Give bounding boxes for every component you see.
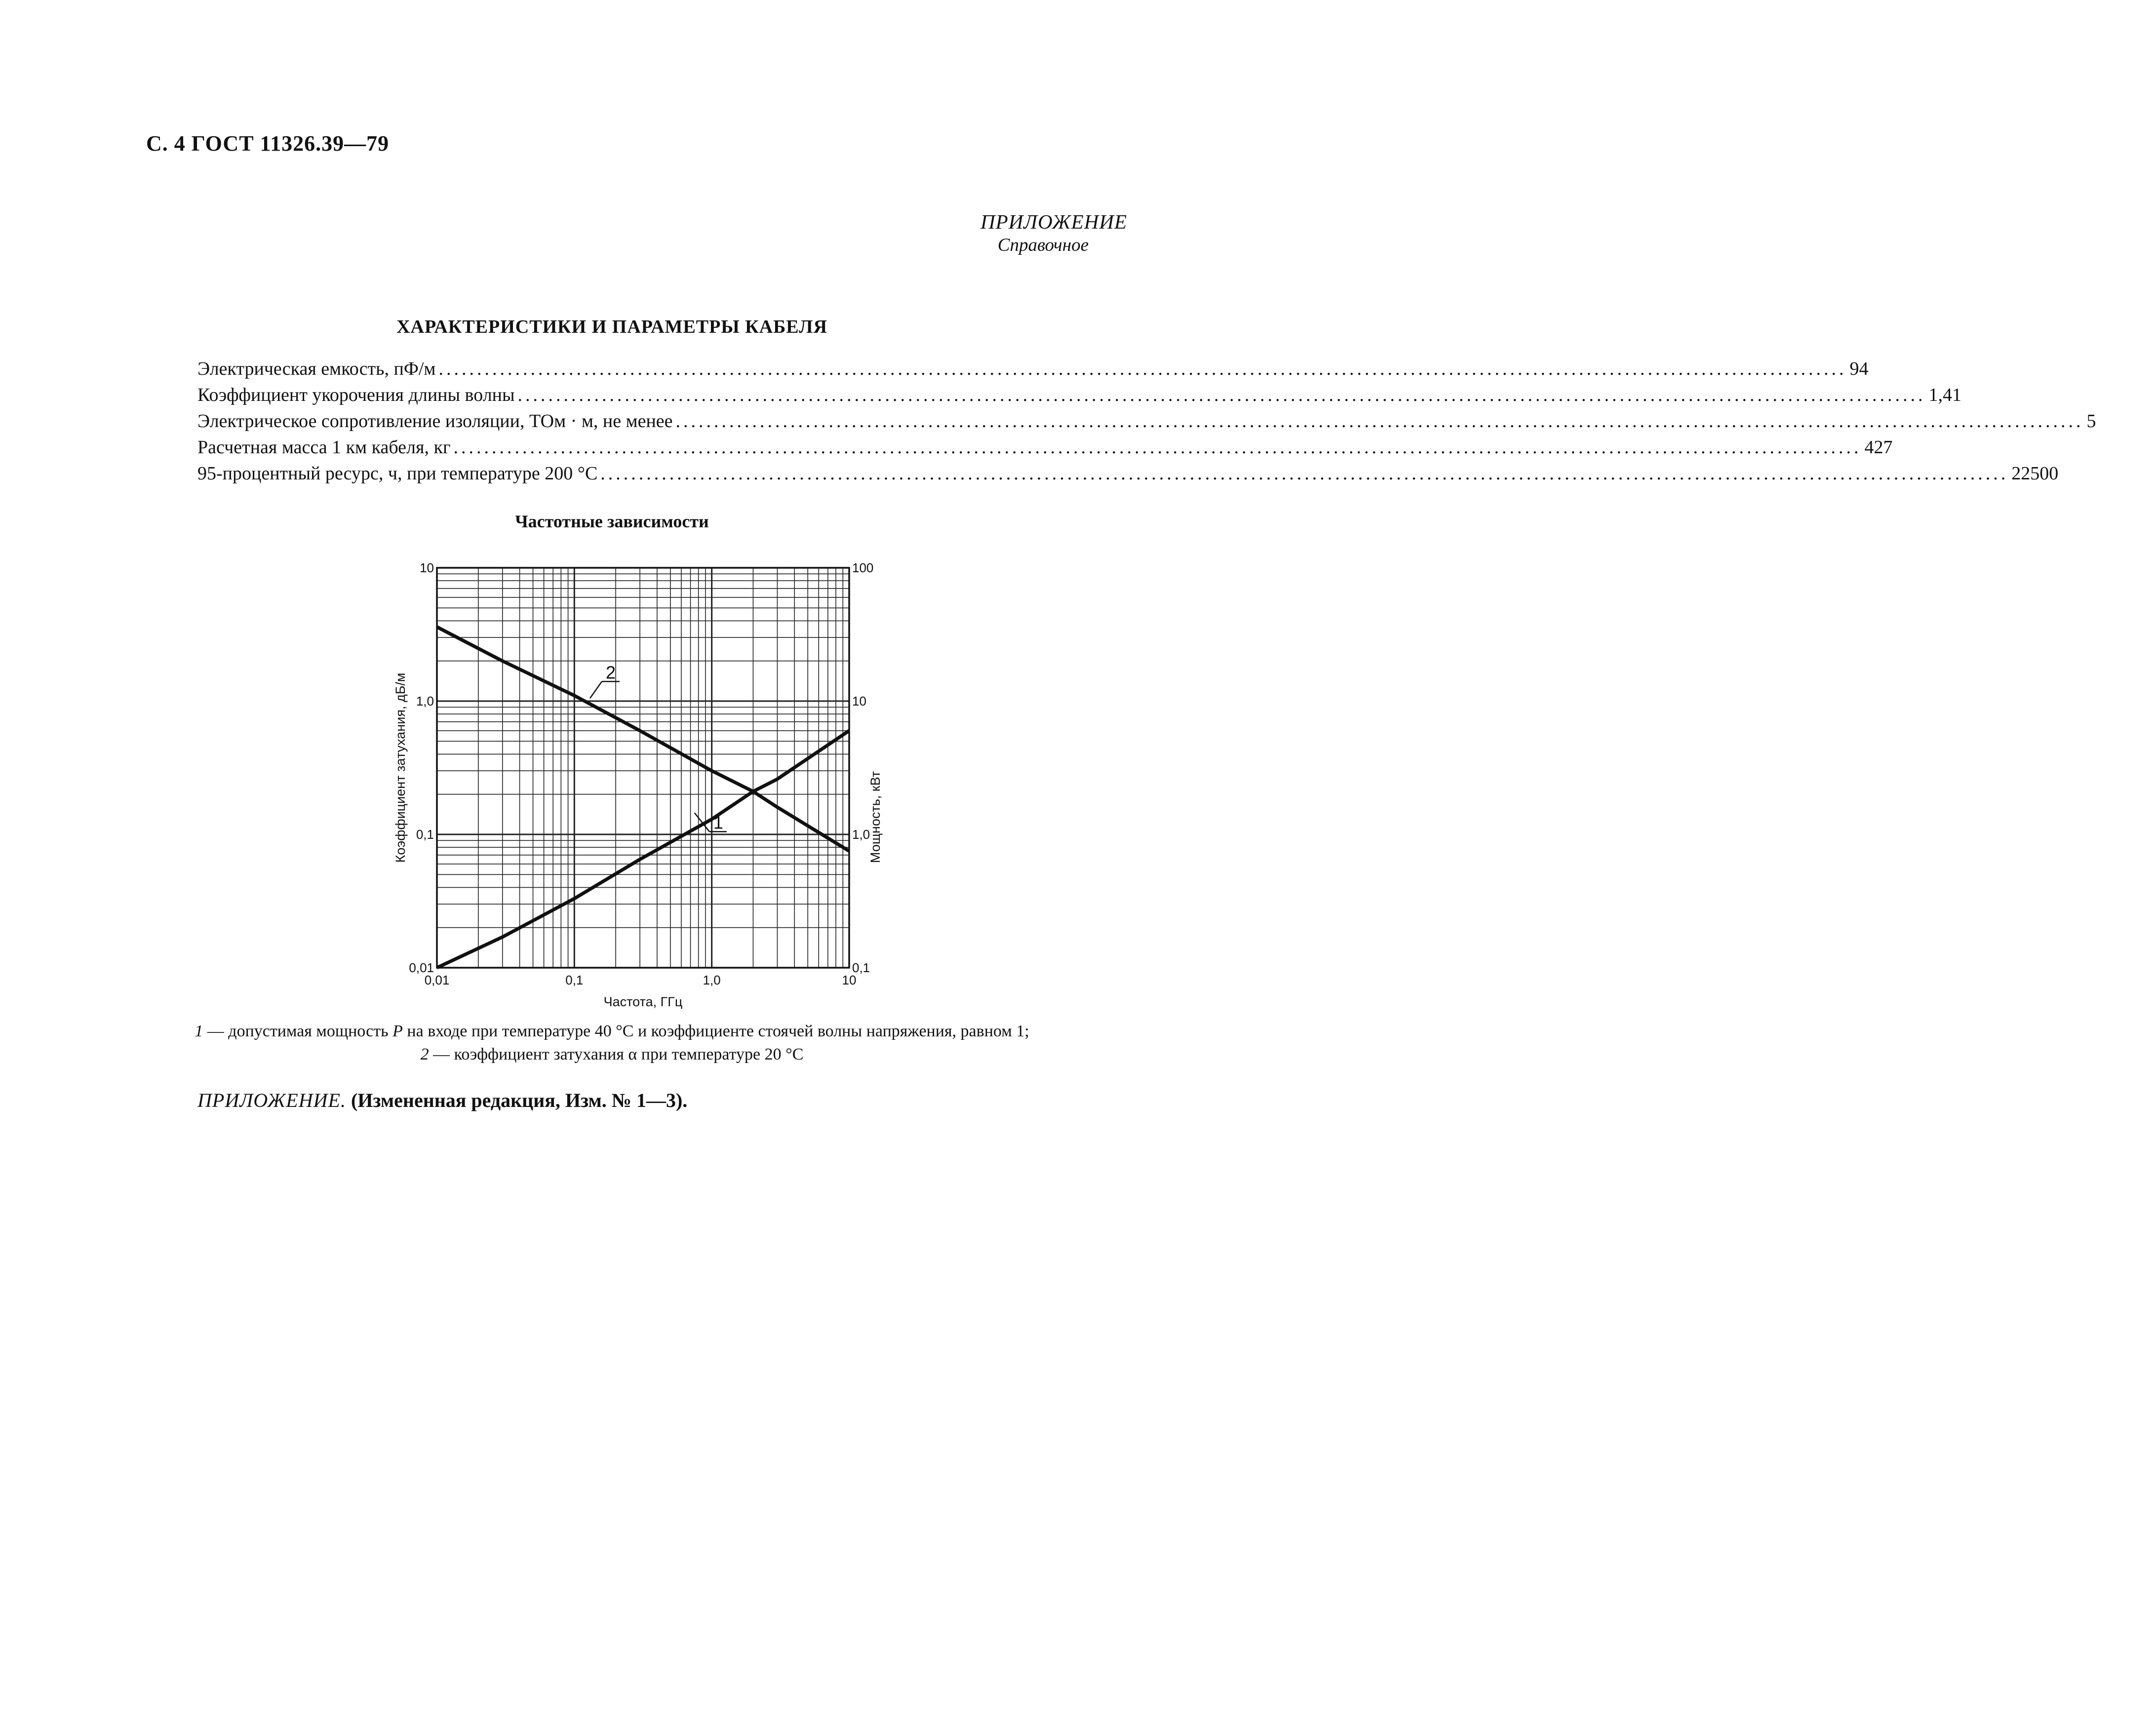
caption-num-1: 1 [195,1022,203,1040]
y-tick-label: 0,1 [416,827,434,842]
param-value: 5 [2086,411,2096,432]
frequency-chart [385,553,883,1012]
param-row [197,410,2096,436]
x-tick-label: 1,0 [703,973,721,987]
annotation-label-1: 1 [713,812,723,833]
y2-tick-label: 1,0 [852,827,870,842]
series-line-1 [437,731,849,968]
param-row [197,384,1962,410]
caption-line-1 [0,1020,1224,1043]
y-axis-label: Коэффициент затухания, дБ/м [393,672,408,863]
parameters-list [197,358,2096,489]
leader-dots [454,436,1862,458]
page-header: С. 4 ГОСТ 11326.39—79 [146,131,390,156]
annotation-label-2: 2 [606,662,616,683]
y2-tick-label: 10 [852,694,866,709]
leader-dots [600,463,2008,484]
x-axis-label: Частота, ГГц [603,994,683,1009]
param-label: Электрическое сопротивление изоляции, ТОм · м, не менее [197,411,673,432]
param-label: Коэффициент укорочения длины волны [197,385,515,405]
y-tick-label: 1,0 [416,694,434,709]
y-tick-label: 0,01 [409,960,434,975]
param-value: 22500 [2011,463,2059,484]
x-tick-label: 10 [842,973,857,987]
param-label: Электрическая емкость, пФ/м [197,358,436,379]
plot-frame [437,568,849,968]
y2-tick-label: 100 [852,560,874,575]
param-value: 1,41 [1928,385,1962,405]
series-line-2 [437,627,849,851]
param-value: 427 [1864,437,1893,458]
y-tick-label: 10 [420,560,434,575]
param-row [197,358,1869,384]
param-value: 94 [1849,358,1869,379]
caption-rest-1: на входе при температуре 40 °С и коэффициенте стоячей волны напряжения, равном 1; [402,1022,1029,1040]
x-tick-label: 0,1 [565,973,584,987]
annotation-leader-2 [590,681,602,698]
caption-var-p: P [392,1022,403,1040]
chart-title: Частотные зависимости [515,512,709,531]
caption-line-2 [0,1043,1224,1066]
change-note [197,1089,687,1112]
leader-dots [518,384,1926,406]
y2-axis-label: Мощность, кВт [868,771,883,864]
appendix-title: ПРИЛОЖЕНИЕ [980,210,1127,233]
param-label: Расчетная масса 1 км кабеля, кг [197,437,451,458]
caption-text-2: — коэффициент затухания α при температуре 20 °С [429,1045,804,1063]
y2-tick-label: 0,1 [852,960,870,975]
param-row [197,463,2059,489]
leader-dots [438,358,1846,380]
x-tick-label: 0,01 [424,973,450,987]
section-title: ХАРАКТЕРИСТИКИ И ПАРАМЕТРЫ КАБЕЛЯ [396,316,827,337]
chart-caption [0,1020,1224,1066]
change-note-italic: ПРИЛОЖЕНИЕ. [197,1089,346,1111]
param-row [197,436,1893,463]
leader-dots [676,410,2084,432]
change-note-bold: (Измененная редакция, Изм. № 1—3). [346,1089,688,1111]
caption-text-1: — допустимая мощность [203,1022,393,1040]
param-label: 95-процентный ресурс, ч, при температуре 200 °С [197,463,598,484]
appendix-kind: Справочное [997,235,1089,255]
appendix-label [980,210,1127,256]
caption-num-2: 2 [420,1045,429,1063]
